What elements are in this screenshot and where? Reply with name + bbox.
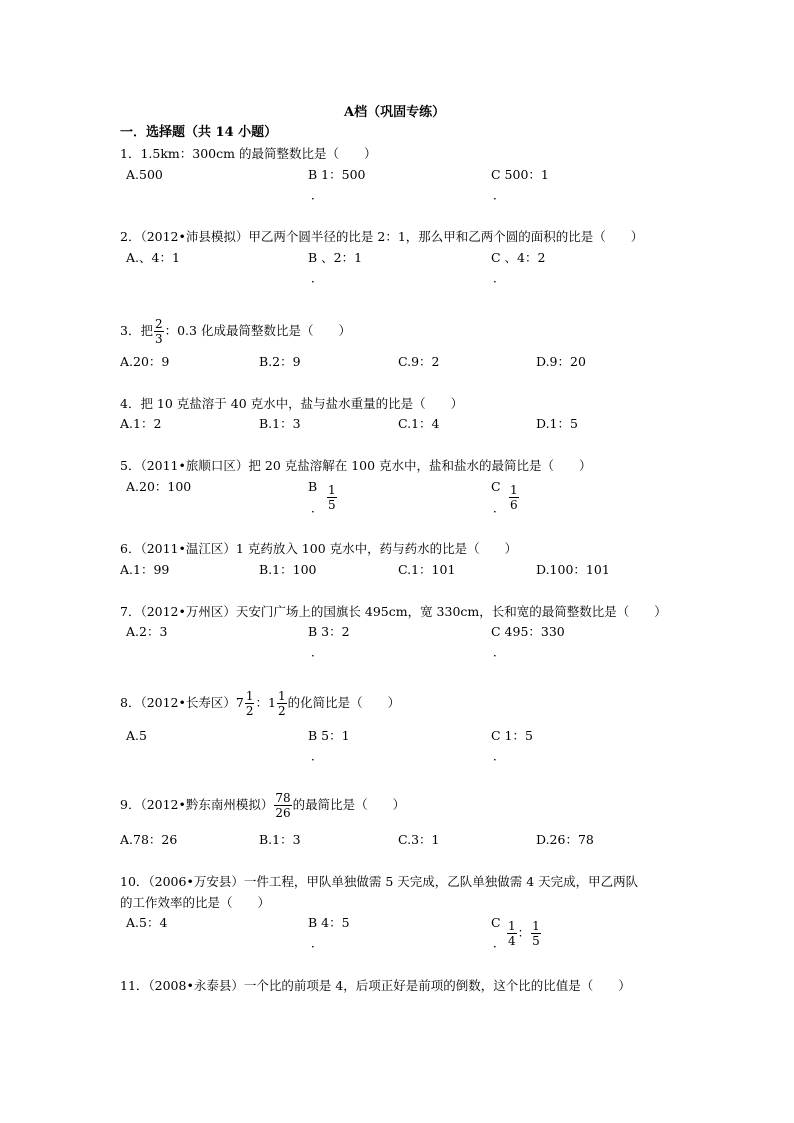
option-c[interactable]: C.9：2 (398, 354, 440, 369)
question-text: 6．（2011•温江区）1 克药放入 100 克水中，药与药水的比是（ ） (120, 541, 518, 556)
fraction-numerator: 2 (154, 317, 163, 331)
option-d[interactable]: D.9：20 (536, 354, 586, 369)
option-a[interactable]: A.1：99 (120, 562, 170, 577)
question-text-line-2: 的工作效率的比是（ ） (120, 895, 271, 910)
question-text (120, 318, 351, 345)
option-b[interactable]: B.2：9 (259, 354, 301, 369)
option-c-dot: ． (493, 749, 506, 763)
option-b-letter[interactable]: B (308, 479, 318, 494)
option-c[interactable]: C 500：1 (491, 167, 549, 182)
option-b[interactable]: B 4：5 (308, 915, 350, 930)
fraction (509, 484, 519, 511)
question-prefix: 3．把 (120, 323, 153, 338)
option-b-dot: ． (311, 645, 324, 659)
option-a[interactable]: A.、4：1 (126, 250, 180, 265)
question-suffix: 的化简比是（ ） (287, 695, 401, 710)
fraction (154, 318, 164, 345)
question-text: 1．1.5km：300cm 的最简整数比是（ ） (120, 146, 377, 161)
fraction (274, 792, 291, 819)
option-c[interactable]: C.3：1 (398, 832, 440, 847)
fraction-numerator: 1 (532, 919, 540, 933)
fraction-denominator: 5 (328, 498, 336, 512)
fraction-denominator: 26 (275, 806, 291, 820)
option-d[interactable]: D.1：5 (536, 416, 578, 431)
option-a[interactable]: A.1：2 (120, 416, 162, 431)
option-b-dot: ． (311, 501, 324, 515)
fraction (245, 690, 255, 717)
option-d[interactable]: D.26：78 (536, 832, 594, 847)
option-c[interactable]: C.1：101 (398, 562, 456, 577)
question-text: 11．（2008•永泰县）一个比的前项是 4，后项正好是前项的倒数，这个比的比值是（ ） (120, 978, 631, 993)
option-b-dot: ． (311, 936, 324, 950)
option-c-letter[interactable]: C (491, 915, 501, 930)
option-c-dot: ． (493, 188, 506, 202)
option-a[interactable]: A.5 (126, 728, 147, 743)
option-b[interactable]: B.1：3 (259, 832, 301, 847)
question-prefix: 8．（2012•长寿区）7 (120, 695, 244, 710)
option-d[interactable]: D.100：101 (536, 562, 610, 577)
page-title: A档（巩固专练） (344, 105, 446, 120)
question-suffix: 的最简比是（ ） (292, 797, 406, 812)
question-suffix: ：0.3 化成最简整数比是（ ） (164, 323, 351, 338)
fraction-denominator: 5 (532, 934, 540, 948)
question-text-line-1: 10．（2006•万安县）一件工程，甲队单独做需 5 天完成，乙队单独做需 4 天完成，甲乙两队 (120, 874, 639, 889)
option-b[interactable]: B 3：2 (308, 624, 350, 639)
fraction-denominator: 2 (277, 704, 286, 718)
option-c[interactable] (508, 484, 520, 511)
question-text: 5．（2011•旅顺口区）把 20 克盐溶解在 100 克水中，盐和盐水的最简比是（ ） (120, 458, 592, 473)
fraction-denominator: 6 (510, 498, 518, 512)
section-heading: 一．选择题（共 14 小题） (120, 125, 278, 140)
question-text: 2．（2012•沛县模拟）甲乙两个圆半径的比是 2：1，那么甲和乙两个圆的面积的比是（ ） (120, 229, 644, 244)
fraction (277, 690, 287, 717)
ratio-separator: ： (517, 925, 531, 940)
fraction (531, 920, 541, 947)
option-c-dot: ． (493, 645, 506, 659)
fraction-numerator: 1 (277, 689, 286, 703)
option-a[interactable]: A.500 (126, 167, 163, 182)
option-c[interactable]: C.1：4 (398, 416, 440, 431)
option-b[interactable]: B 5：1 (308, 728, 350, 743)
option-c[interactable] (506, 920, 542, 947)
option-b[interactable] (326, 484, 338, 511)
option-a[interactable]: A.5：4 (126, 915, 168, 930)
option-a[interactable]: A.20：9 (120, 354, 170, 369)
option-b[interactable]: B 、2：1 (308, 250, 363, 265)
option-c[interactable]: C 、4：2 (491, 250, 546, 265)
question-prefix: 9．（2012•黔东南州模拟） (120, 797, 274, 812)
option-c[interactable]: C 1：5 (491, 728, 533, 743)
fraction-numerator: 1 (510, 483, 518, 497)
fraction-denominator: 3 (154, 332, 163, 346)
fraction (507, 920, 517, 947)
fraction-denominator: 4 (508, 934, 516, 948)
option-a[interactable]: A.78：26 (120, 832, 178, 847)
option-c-dot: ． (493, 936, 506, 950)
option-a[interactable]: A.2：3 (126, 624, 168, 639)
option-b-dot: ． (311, 749, 324, 763)
option-b[interactable]: B.1：100 (259, 562, 317, 577)
option-b-dot: ． (311, 188, 324, 202)
question-text (120, 792, 405, 819)
option-c[interactable]: C 495：330 (491, 624, 565, 639)
fraction-numerator: 1 (328, 483, 336, 497)
option-a[interactable]: A.20：100 (126, 479, 192, 494)
option-b[interactable]: B 1：500 (308, 167, 366, 182)
option-c-dot: ． (493, 271, 506, 285)
option-b-dot: ． (311, 271, 324, 285)
option-c-dot: ． (493, 501, 506, 515)
question-text: 7．（2012•万州区）天安门广场上的国旗长 495cm，宽 330cm，长和宽的最简整数比是（ ） (120, 604, 667, 619)
fraction-denominator: 2 (245, 704, 254, 718)
fraction-numerator: 1 (508, 919, 516, 933)
question-text: 4．把 10 克盐溶于 40 克水中，盐与盐水重量的比是（ ） (120, 396, 464, 411)
ratio-separator: ：1 (255, 695, 276, 710)
fraction-numerator: 1 (245, 689, 254, 703)
fraction (327, 484, 337, 511)
fraction-numerator: 78 (275, 791, 291, 805)
option-c-letter[interactable]: C (491, 479, 501, 494)
option-b[interactable]: B.1：3 (259, 416, 301, 431)
question-text (120, 690, 400, 717)
